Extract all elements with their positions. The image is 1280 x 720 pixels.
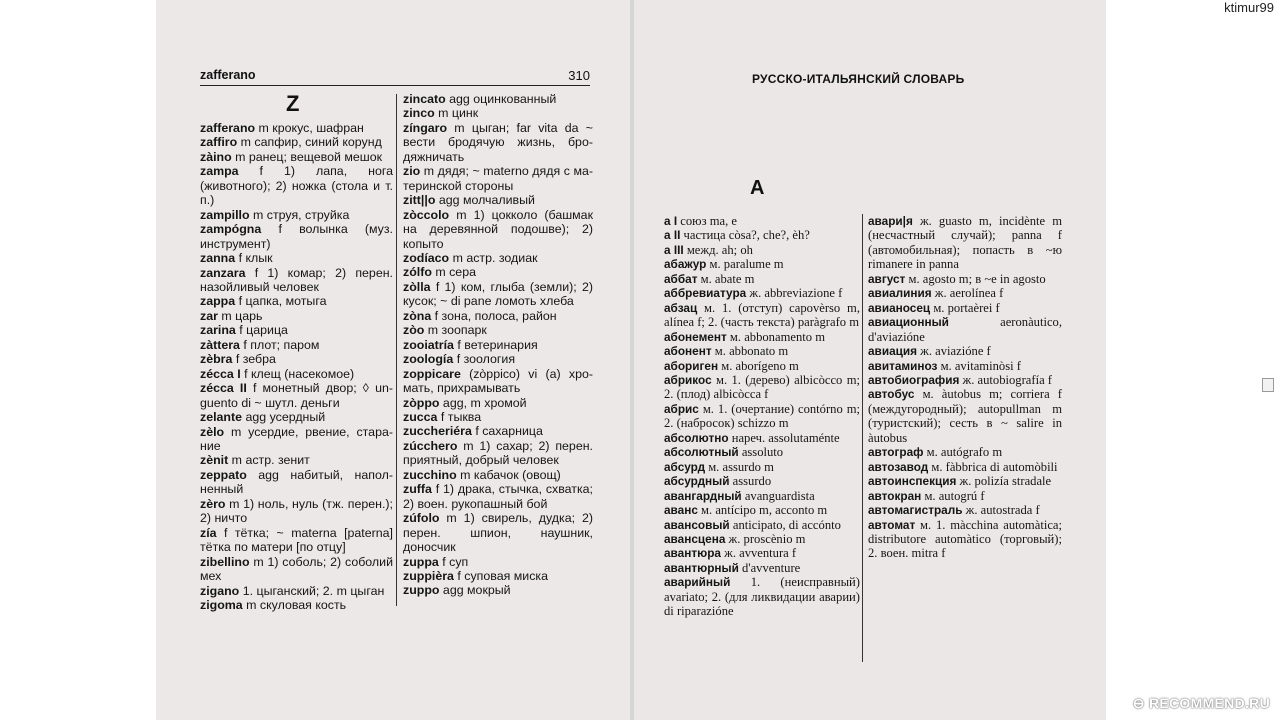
scrollbar-thumb[interactable]	[1262, 378, 1274, 392]
entry-headword: zar	[200, 308, 218, 323]
entry-definition: f клык	[235, 251, 273, 266]
entry-headword: авиация	[868, 344, 918, 359]
dictionary-entry	[200, 598, 393, 612]
entry-headword: аварийный	[664, 575, 731, 590]
dictionary-entry	[200, 338, 393, 352]
dictionary-entry	[868, 315, 1062, 344]
entry-headword: zòppo	[403, 395, 440, 410]
dictionary-entry	[868, 272, 1062, 286]
dictionary-entry	[403, 251, 593, 265]
entry-definition: m астр. зенит	[228, 453, 310, 468]
entry-definition: m кабачок (овощ)	[456, 467, 561, 482]
dictionary-entry	[200, 222, 393, 251]
entry-headword: абориген	[664, 358, 719, 373]
dictionary-entry	[664, 532, 860, 546]
dictionary-entry	[868, 344, 1062, 358]
dictionary-entry	[200, 294, 393, 308]
entry-definition: ж. avventura f	[720, 546, 797, 561]
dictionary-entry	[868, 359, 1062, 373]
entry-headword: zodíaco	[403, 250, 450, 265]
dictionary-entry	[403, 193, 593, 207]
entry-definition: (zòppico) vi (a) хромать, прихрамывать	[403, 366, 593, 396]
entry-definition: м. fàbbrica di automòbili	[928, 459, 1058, 474]
dictionary-entry	[664, 301, 860, 330]
dictionary-entry	[868, 518, 1062, 561]
dictionary-entry	[403, 121, 593, 164]
entry-headword: абсурдный	[664, 474, 730, 489]
entry-headword: абсурд	[664, 459, 706, 474]
entry-definition: м. autógrafo m	[923, 445, 1003, 460]
entry-headword: zarina	[200, 323, 236, 338]
dictionary-entry	[200, 121, 393, 135]
dictionary-entry	[664, 460, 860, 474]
dictionary-entry	[200, 555, 393, 584]
dictionary-entry	[664, 373, 860, 402]
entry-definition: agg усердный	[242, 410, 326, 425]
entry-headword: zòlla	[403, 279, 431, 294]
entry-definition: м. 1. màcchina automàtica; distributore automàtico (торговый); 2. воен. mitra f	[868, 517, 1062, 561]
entry-headword: абонент	[664, 344, 712, 359]
dictionary-entry	[403, 92, 593, 106]
dictionary-entry	[664, 330, 860, 344]
entry-headword: zuffa	[403, 482, 432, 497]
entry-headword: zucchino	[403, 467, 457, 482]
dictionary-entry	[664, 228, 860, 242]
entry-headword: абажур	[664, 257, 707, 272]
entry-definition: f клещ (насекомое)	[240, 366, 355, 381]
entry-headword: zuppo	[403, 583, 440, 598]
entry-definition: m зоопарк	[424, 323, 487, 338]
dictionary-entry	[403, 309, 593, 323]
entry-headword: а II	[664, 228, 681, 243]
entry-headword: zitt||o	[403, 193, 436, 208]
entry-headword: zaffiro	[200, 135, 238, 150]
dictionary-entry	[664, 286, 860, 300]
entry-headword: автобиография	[868, 372, 960, 387]
dictionary-entry	[868, 286, 1062, 300]
dictionary-entry	[403, 555, 593, 569]
dictionary-entry	[403, 569, 593, 583]
entry-definition: f цапка, мотыга	[235, 294, 327, 309]
dictionary-entry	[664, 546, 860, 560]
entry-definition: m сапфир, синий корунд	[237, 135, 382, 150]
dictionary-entry	[664, 359, 860, 373]
entry-headword: автозавод	[868, 459, 929, 474]
entry-headword: авитаминоз	[868, 358, 938, 373]
page-number: 310	[568, 68, 590, 83]
dictionary-entry	[403, 410, 593, 424]
entry-headword: zàino	[200, 149, 232, 164]
entry-definition: м. 1. (дерево) albicòcco m; 2. (плод) albicòcca f	[664, 372, 860, 402]
entry-definition: m сера	[431, 265, 476, 280]
entry-definition: m 1) соболь; 2) соболий мех	[200, 554, 393, 584]
entry-headword: zincato	[403, 92, 446, 106]
entry-definition: м. abate m	[697, 271, 755, 286]
entry-headword: zécca II	[200, 381, 247, 396]
dictionary-entry	[868, 503, 1062, 517]
left-column-2	[403, 92, 593, 598]
entry-definition: ж. autostrada f	[962, 503, 1040, 518]
entry-headword: автоинспекция	[868, 474, 957, 489]
entry-definition: f волынка (муз. инструмент)	[200, 222, 393, 251]
left-page	[156, 0, 630, 720]
entry-headword: авантюра	[664, 546, 721, 561]
dictionary-entry	[664, 489, 860, 503]
entry-definition: ж. aviazióne f	[917, 344, 991, 359]
dictionary-entry	[200, 164, 393, 207]
entry-definition: m 1) свирель, дудка; 2) перен. шпион, наушник, доносчик	[403, 511, 593, 555]
entry-definition: agg мокрый	[439, 583, 511, 598]
section-letter: А	[750, 177, 765, 199]
entry-headword: zúfolo	[403, 511, 440, 526]
entry-definition: m струя, струйка	[249, 207, 350, 222]
entry-definition: assurdo	[729, 474, 772, 489]
entry-headword: zuppièra	[403, 568, 454, 583]
entry-definition: f тётка; ~ materna [paterna] тётка по матери [по отцу]	[200, 525, 393, 555]
entry-definition: f плот; паром	[239, 337, 320, 352]
entry-definition: нареч. assolutaménte	[728, 430, 840, 445]
dictionary-entry	[868, 489, 1062, 503]
entry-headword: абрикос	[664, 372, 712, 387]
dictionary-entry	[664, 445, 860, 459]
dictionary-entry	[868, 214, 1062, 272]
entry-headword: аббревиатура	[664, 286, 747, 301]
entry-headword: zécca I	[200, 366, 241, 381]
entry-headword: zuppa	[403, 554, 439, 569]
dictionary-entry	[200, 208, 393, 222]
dictionary-entry	[664, 272, 860, 286]
entry-definition: м. autogrú f	[921, 488, 985, 503]
entry-definition: м. 1. (очертание) contórno m; 2. (набросок) schizzo m	[664, 401, 860, 431]
entry-definition: м. assurdo m	[705, 459, 774, 474]
dictionary-entry	[664, 243, 860, 257]
entry-headword: zampillo	[200, 207, 250, 222]
dictionary-entry	[403, 338, 593, 352]
entry-headword: авиалиния	[868, 286, 932, 301]
entry-headword: zigano	[200, 583, 240, 598]
entry-definition: f монетный двор; ◊ unguento di ~ шутл. деньги	[200, 381, 393, 410]
entry-headword: zèro	[200, 496, 226, 511]
dictionary-entry	[664, 431, 860, 445]
entry-headword: автограф	[868, 445, 924, 460]
running-head: zafferano	[200, 68, 256, 82]
dictionary-entry	[403, 280, 593, 309]
entry-definition: м. antícipo m, acconto m	[697, 503, 828, 518]
entry-headword: абсолютно	[664, 430, 729, 445]
entry-headword: авангардный	[664, 488, 742, 503]
entry-definition: f суп	[438, 554, 469, 569]
dictionary-entry	[664, 561, 860, 575]
entry-definition: m 1) цокколо (башмак на деревянной подошве); 2) копыто	[403, 207, 593, 251]
dictionary-entry	[200, 323, 393, 337]
column-divider	[396, 94, 397, 606]
entry-headword: zappa	[200, 294, 236, 309]
dictionary-entry	[200, 150, 393, 164]
entry-headword: автомагистраль	[868, 503, 963, 518]
entry-definition: f зоология	[453, 352, 516, 367]
entry-definition: avanguardista	[741, 488, 815, 503]
entry-headword: а III	[664, 242, 684, 257]
dictionary-entry	[200, 135, 393, 149]
entry-definition: f 1) комар; 2) перен. назойливый человек	[200, 265, 393, 294]
entry-headword: аббат	[664, 271, 698, 286]
dictionary-entry	[403, 106, 593, 120]
username-label[interactable]: ktimur99	[1224, 0, 1274, 15]
entry-definition: m 1) сахар; 2) перен. приятный, добрый человек	[403, 438, 593, 468]
entry-headword: zanna	[200, 251, 236, 266]
entry-definition: f 1) лапа, нога (животного); 2) ножка (стола и т. п.)	[200, 164, 393, 208]
dictionary-entry	[868, 387, 1062, 445]
entry-definition: 1. цыганский; 2. m цыган	[239, 583, 385, 598]
entry-definition: agg набитый, наполненный	[200, 467, 393, 497]
entry-definition: f сахарница	[471, 424, 543, 439]
entry-definition: м. avitaminòsi f	[937, 358, 1021, 373]
entry-headword: август	[868, 271, 906, 286]
entry-definition: м. abbonamento m	[726, 329, 825, 344]
entry-headword: zòo	[403, 323, 425, 338]
dictionary-entry	[403, 583, 593, 597]
dictionary-entry	[868, 474, 1062, 488]
entry-headword: zúcchero	[403, 438, 458, 453]
entry-definition: м. aborígeno m	[718, 358, 799, 373]
entry-headword: zelante	[200, 410, 243, 425]
dictionary-entry	[664, 503, 860, 517]
entry-headword: zuccheriéra	[403, 424, 472, 439]
dictionary-entry	[403, 323, 593, 337]
entry-definition: m царь	[217, 308, 263, 323]
entry-headword: авари|я	[868, 214, 913, 228]
entry-definition: союз ma, e	[677, 214, 737, 228]
entry-definition: м. àutobus m; corriera f (междугородный); autopullman m (туристский); сесть в ~ salire in àutobus	[868, 387, 1062, 445]
entry-definition: ж. abbreviazione f	[746, 286, 843, 301]
entry-headword: авансцена	[664, 531, 726, 546]
right-page	[634, 0, 1106, 720]
entry-headword: абзац	[664, 300, 698, 315]
entry-headword: zoología	[403, 352, 454, 367]
entry-definition: межд. ah; oh	[683, 242, 753, 257]
entry-definition: f царица	[235, 323, 288, 338]
dictionary-entry	[664, 518, 860, 532]
entry-definition: м. agosto m; в ~е in agosto	[905, 271, 1046, 286]
entry-definition: f тыква	[437, 409, 482, 424]
entry-headword: zòna	[403, 308, 432, 323]
entry-definition: f 1) драка, стычка, схватка; 2) воен. рукопашный бой	[403, 482, 593, 511]
entry-headword: zàttera	[200, 337, 240, 352]
entry-definition: m ранец; вещевой мешок	[231, 149, 383, 164]
dictionary-entry	[868, 373, 1062, 387]
entry-definition: m скуловая кость	[242, 597, 347, 612]
dictionary-entry	[868, 445, 1062, 459]
dictionary-entry	[200, 266, 393, 295]
entry-headword: авансовый	[664, 517, 730, 532]
scrollbar[interactable]	[1262, 22, 1274, 712]
dictionary-entry	[403, 482, 593, 511]
dictionary-entry	[664, 344, 860, 358]
watermark-logo: ⊖ RECOMMEND.RU	[1132, 695, 1270, 711]
dictionary-entry	[403, 511, 593, 554]
dictionary-title: РУССКО-ИТАЛЬЯНСКИЙ СЛОВАРЬ	[752, 72, 965, 86]
entry-definition: ж. polizía stradale	[956, 474, 1052, 489]
entry-definition: m крокус, шафран	[255, 121, 364, 135]
dictionary-entry	[664, 214, 860, 228]
dictionary-entry	[403, 367, 593, 396]
entry-definition: м. abbonato m	[711, 344, 789, 359]
entry-headword: аванс	[664, 503, 698, 518]
entry-definition: ж. autobiografía f	[959, 372, 1053, 387]
entry-definition: м. 1. (отступ) capovèrso m, alínea f; 2. (часть текста) paràgrafo m	[664, 300, 860, 330]
entry-headword: zibellino	[200, 554, 250, 569]
header-rule	[200, 85, 590, 86]
entry-headword: zanzara	[200, 265, 246, 280]
entry-headword: автомат	[868, 517, 916, 532]
entry-headword: zía	[200, 525, 217, 540]
entry-definition: aeronàutico, d'aviazióne	[868, 315, 1062, 344]
dictionary-entry	[200, 381, 393, 410]
entry-headword: zafferano	[200, 121, 256, 135]
entry-headword: zio	[403, 164, 421, 179]
entry-headword: а I	[664, 214, 678, 228]
entry-headword: zooiatría	[403, 337, 454, 352]
dictionary-entry	[403, 424, 593, 438]
dictionary-entry	[664, 474, 860, 488]
entry-definition: assoluto	[738, 445, 784, 460]
entry-definition: м. paralume m	[706, 257, 784, 272]
entry-definition: m 1) ноль, нуль (тж. перен.); 2) ничто	[200, 496, 393, 526]
entry-definition: 1. (неисправный) avariato; 2. (для ликвидации аварии) di riparazióne	[664, 575, 860, 619]
entry-headword: авианосец	[868, 300, 931, 315]
entry-definition: f зона, полоса, район	[431, 308, 557, 323]
entry-headword: zampa	[200, 164, 239, 179]
dictionary-entry	[403, 396, 593, 410]
dictionary-entry	[403, 208, 593, 251]
column-divider	[862, 214, 863, 662]
entry-headword: абонемент	[664, 329, 727, 344]
entry-definition: f суповая миска	[453, 568, 548, 583]
entry-definition: f ветеринария	[453, 337, 538, 352]
entry-headword: zèbra	[200, 352, 233, 367]
entry-definition: m дядя; ~ materno дядя с материнской стороны	[403, 164, 593, 193]
entry-definition: m астр. зодиак	[449, 250, 538, 265]
entry-definition: m цыган; far vita da ~ вести бродячую жизнь, бродяжничать	[403, 120, 593, 164]
entry-headword: zigoma	[200, 597, 243, 612]
entry-headword: zucca	[403, 409, 438, 424]
entry-headword: автокран	[868, 488, 922, 503]
entry-definition: agg молчаливый	[435, 193, 535, 208]
entry-headword: авантюрный	[664, 560, 739, 575]
entry-headword: zíngaro	[403, 120, 448, 135]
entry-definition: d'avventure	[738, 560, 801, 575]
dictionary-entry	[200, 425, 393, 454]
section-letter: Z	[286, 91, 300, 116]
entry-headword: авиационный	[868, 315, 949, 330]
dictionary-entry	[200, 251, 393, 265]
entry-headword: zoppicare	[403, 366, 461, 381]
dictionary-entry	[403, 439, 593, 468]
entry-definition: ж. aerolínea f	[931, 286, 1004, 301]
entry-headword: zòccolo	[403, 207, 450, 222]
entry-headword: zèlo	[200, 424, 225, 439]
dictionary-entry	[200, 352, 393, 366]
dictionary-entry	[868, 460, 1062, 474]
entry-definition: agg, m хромой	[439, 395, 527, 410]
entry-definition: m усердие, рвение, старание	[200, 424, 393, 453]
entry-definition: ж. guasto m, incidènte m (несчастный случай); panna f (автомобильная); попасть в ~ю rimanere in panna	[868, 214, 1062, 272]
dictionary-entry	[200, 453, 393, 467]
entry-headword: zeppato	[200, 467, 247, 482]
dictionary-entry	[664, 402, 860, 431]
dictionary-entry	[664, 257, 860, 271]
dictionary-entry	[868, 301, 1062, 315]
dictionary-entry	[403, 352, 593, 366]
dictionary-entry	[403, 265, 593, 279]
dictionary-entry	[200, 526, 393, 555]
entry-definition: m цинк	[434, 106, 479, 121]
entry-definition: anticipato, di accónto	[729, 517, 841, 532]
dictionary-entry	[200, 309, 393, 323]
entry-headword: zampógna	[200, 222, 262, 237]
dictionary-entry	[403, 164, 593, 193]
dictionary-entry	[664, 575, 860, 618]
right-column-1	[664, 214, 860, 619]
entry-definition: f зебра	[232, 352, 276, 367]
right-column-2	[868, 214, 1062, 561]
entry-headword: абрис	[664, 401, 699, 416]
left-column-1	[200, 121, 393, 612]
dictionary-entry	[200, 584, 393, 598]
dictionary-entry	[200, 468, 393, 497]
entry-definition: agg оцинкованный	[445, 92, 557, 106]
dictionary-entry	[200, 497, 393, 526]
entry-definition: f 1) ком, глыба (земли); 2) кусок; ~ di pane ломоть хлеба	[403, 279, 593, 309]
entry-headword: zólfo	[403, 265, 432, 280]
dictionary-entry	[200, 410, 393, 424]
dictionary-entry	[403, 468, 593, 482]
entry-headword: zinco	[403, 106, 435, 121]
entry-definition: частица còsa?, che?, èh?	[680, 228, 810, 243]
entry-headword: автобус	[868, 387, 915, 402]
entry-headword: zènit	[200, 453, 229, 468]
entry-headword: абсолютный	[664, 445, 739, 460]
dictionary-entry	[200, 367, 393, 381]
entry-definition: ж. proscènio m	[725, 531, 806, 546]
entry-definition: м. portaèrei f	[930, 300, 1000, 315]
